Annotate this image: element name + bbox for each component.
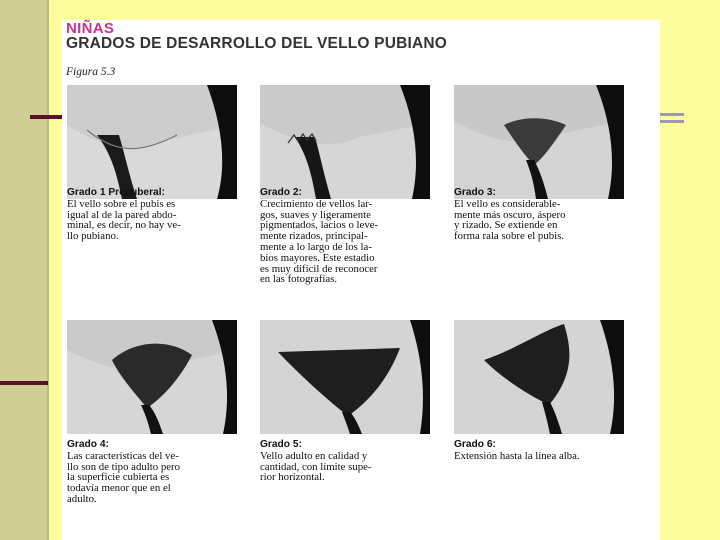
caption-grade-5 [260, 440, 442, 483]
caption-grade-3-line: El vello es considerable- [454, 197, 561, 210]
illustration-grade-2 [260, 85, 430, 199]
caption-grade-3-line: mente más oscuro, áspero [454, 208, 566, 221]
caption-grade-5-line: cantidad, con límite supe- [260, 460, 372, 473]
caption-grade-2-line: en las fotografías. [260, 273, 338, 286]
caption-grade-6-title: Grado 6: [454, 439, 496, 450]
title-girls: NIÑAS [66, 20, 115, 37]
illustration-grade-4 [67, 320, 237, 434]
slide-rule-right-a [660, 113, 684, 116]
caption-grade-3-line: y rizado. Se extiende en [454, 219, 558, 232]
caption-grade-6 [454, 440, 636, 462]
caption-grade-4-line: Las características del ve- [67, 449, 179, 462]
caption-grade-5-line: rior horizontal. [260, 471, 325, 484]
caption-grade-1-line: minal, es decir, no hay ve- [67, 219, 181, 232]
page-title: GRADOS DE DESARROLLO DEL VELLO PUBIANO [66, 35, 448, 52]
document-page [62, 20, 660, 540]
caption-grade-2-title: Grado 2: [260, 187, 302, 198]
caption-grade-1-line: El vello sobre el pubis es [67, 197, 176, 210]
caption-grade-4-line: llo son de tipo adulto pero [67, 460, 181, 473]
caption-grade-3-title: Grado 3: [454, 187, 496, 198]
caption-grade-1-line: llo pubiano. [67, 230, 119, 243]
figure-label: Figura 5.3 [66, 66, 116, 78]
caption-grade-2-line: mente a lo largo de los la- [260, 240, 372, 253]
caption-grade-4-title: Grado 4: [67, 439, 109, 450]
slide-side-bar [0, 0, 49, 540]
caption-grade-1-line: igual al de la pared abdo- [67, 208, 177, 221]
caption-grade-3 [454, 188, 636, 242]
caption-grade-4-line: la superficie cubierta es [67, 471, 170, 484]
caption-grade-1-title: Grado 1 Prepuberal: [67, 187, 165, 198]
slide-rule-top [30, 115, 62, 119]
caption-grade-2 [260, 188, 442, 285]
caption-grade-2-line: es muy difícil de reconocer [260, 262, 378, 275]
slide-rule-right-b [660, 120, 684, 123]
caption-grade-5-title: Grado 5: [260, 439, 302, 450]
caption-grade-2-line: bios mayores. Este estadio [260, 251, 375, 264]
illustration-grade-3 [454, 85, 624, 199]
caption-grade-2-line: gos, suaves y ligeramente [260, 208, 371, 221]
caption-grade-6-line: Extensión hasta la línea alba. [454, 449, 580, 462]
caption-grade-1 [67, 188, 249, 242]
illustration-grade-5 [260, 320, 430, 434]
caption-grade-4-line: adulto. [67, 492, 97, 505]
caption-grade-4-line: todavía menor que en el [67, 482, 171, 495]
caption-grade-4 [67, 440, 249, 505]
illustration-grade-6 [454, 320, 624, 434]
caption-grade-2-line: Crecimiento de vellos lar- [260, 197, 373, 210]
caption-grade-5-line: Vello adulto en calidad y [260, 449, 368, 462]
slide-rule-bottom [0, 381, 48, 385]
caption-grade-2-line: pigmentados, lacios o leve- [260, 219, 379, 232]
caption-grade-3-line: forma rala sobre el pubis. [454, 230, 565, 243]
caption-grade-2-line: mente rizados, principal- [260, 230, 368, 243]
illustration-grade-1 [67, 85, 237, 199]
